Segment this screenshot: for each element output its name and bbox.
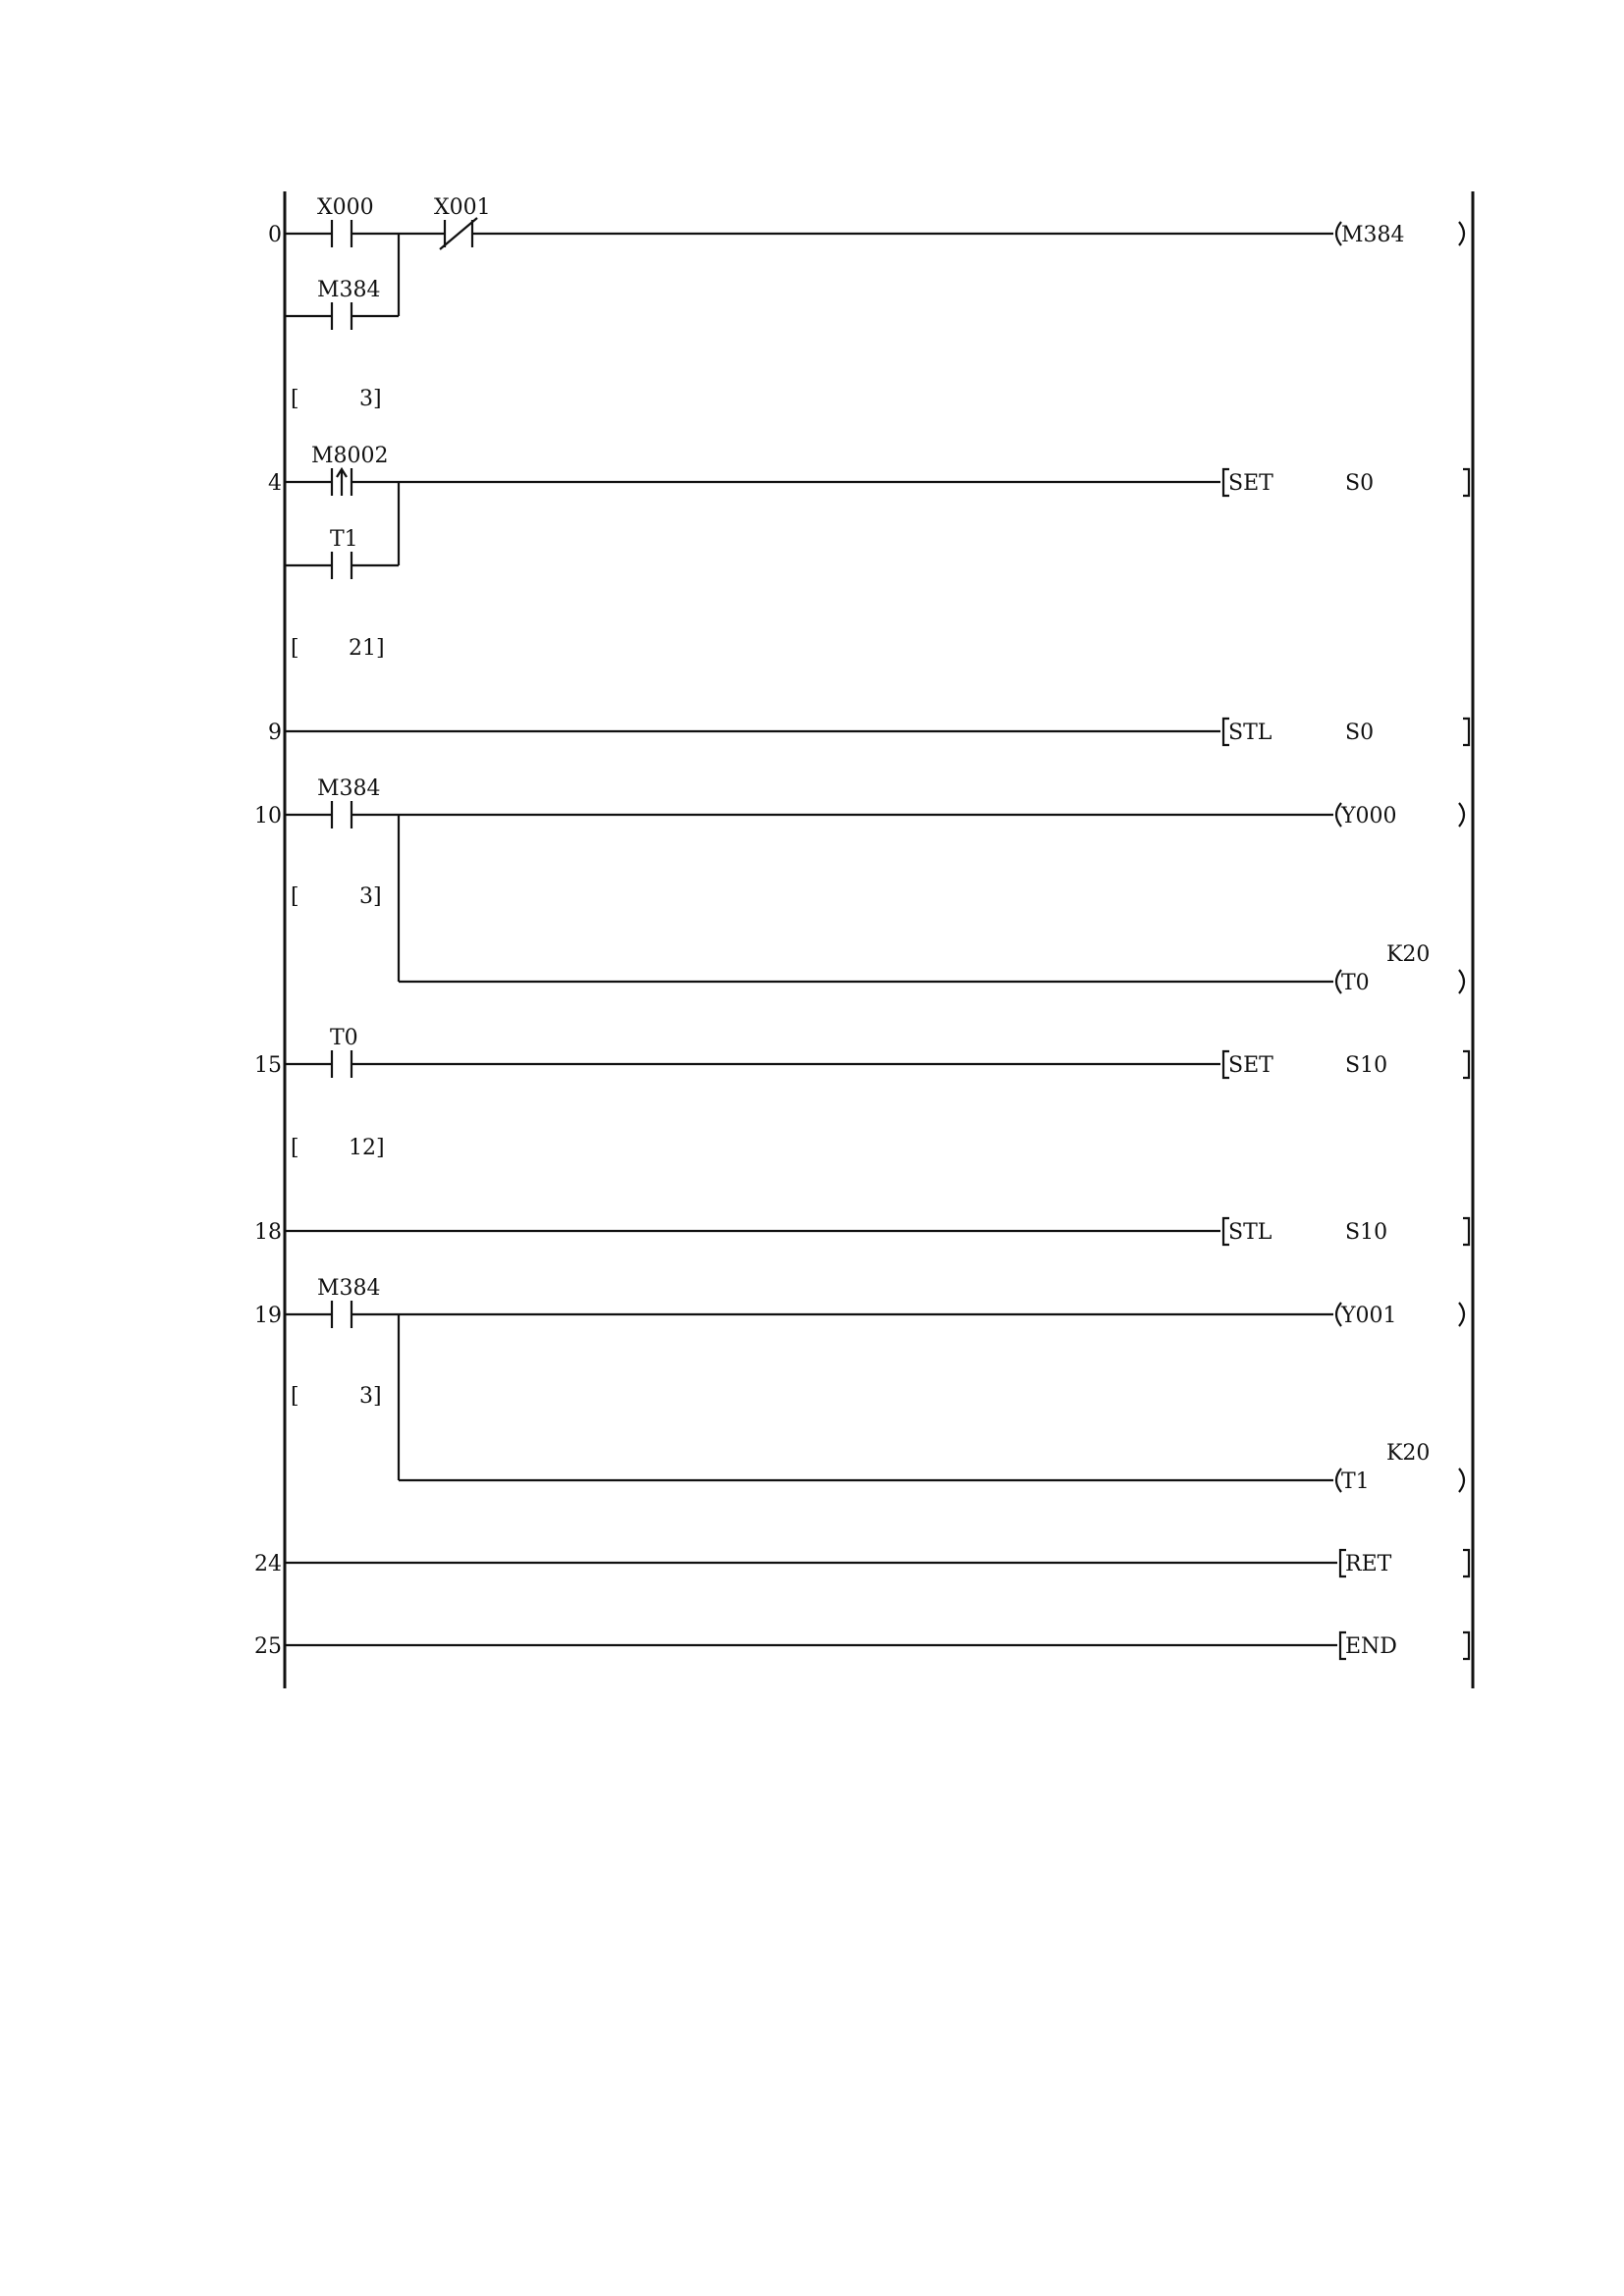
svg-text:[: [ (291, 387, 299, 411)
instruction-name: RET (1345, 1552, 1392, 1576)
svg-text:12]: 12] (349, 1136, 385, 1160)
contact-no (332, 1301, 352, 1328)
contact-label: M384 (317, 776, 381, 801)
rung-4 (268, 444, 1469, 579)
instruction-right-bracket (1463, 469, 1469, 496)
instruction-right-bracket (1463, 1051, 1469, 1078)
contact-no (332, 801, 352, 828)
coil-right-paren (1459, 803, 1464, 827)
timer-preset: K20 (1386, 1441, 1431, 1466)
rung-comment (291, 387, 382, 411)
step-number: 4 (268, 471, 282, 496)
svg-text:[: [ (291, 884, 299, 909)
contact-no (332, 302, 352, 330)
instruction-operand: S10 (1345, 1220, 1388, 1245)
timer-preset: K20 (1386, 942, 1431, 967)
step-number: 0 (268, 223, 282, 247)
contact-label: X000 (317, 195, 374, 220)
svg-text:3]: 3] (359, 1384, 382, 1409)
step-number: 9 (268, 721, 282, 745)
contact-label: M8002 (311, 444, 389, 468)
coil-right-paren (1459, 222, 1464, 245)
coil-label: Y001 (1341, 1304, 1397, 1328)
instruction-operand: S0 (1345, 471, 1375, 496)
rung-25 (254, 1632, 1469, 1659)
svg-text:[: [ (291, 636, 299, 661)
coil-label: M384 (1341, 223, 1405, 247)
coil-label: Y000 (1341, 804, 1397, 828)
contact-no (332, 552, 352, 579)
rung-comment (291, 636, 385, 661)
contact-no (332, 220, 352, 247)
rung-19 (254, 1276, 1464, 1494)
rung-10 (254, 776, 1464, 995)
step-number: 10 (254, 804, 282, 828)
step-number: 25 (254, 1634, 282, 1659)
instruction-right-bracket (1463, 1218, 1469, 1245)
contact-nc (440, 218, 477, 249)
rung-0 (268, 195, 1464, 330)
instruction-name: STL (1228, 1220, 1272, 1245)
step-number: 24 (254, 1552, 282, 1576)
svg-text:21]: 21] (349, 636, 385, 661)
contact-label: M384 (317, 1276, 381, 1301)
svg-text:[: [ (291, 1136, 299, 1160)
instruction-name: SET (1228, 471, 1273, 496)
instruction-right-bracket (1463, 1632, 1469, 1659)
rung-comment (291, 1384, 382, 1409)
instruction-right-bracket (1463, 1550, 1469, 1576)
instruction-right-bracket (1463, 719, 1469, 745)
rung-9 (268, 719, 1469, 745)
coil-label: T0 (1341, 971, 1370, 995)
rung-comment (291, 1136, 385, 1160)
instruction-operand: S10 (1345, 1053, 1388, 1078)
contact-label: T0 (330, 1026, 358, 1050)
rung-18 (254, 1218, 1469, 1245)
contact-label: M384 (317, 278, 381, 302)
instruction-name: STL (1228, 721, 1272, 745)
instruction-name: SET (1228, 1053, 1273, 1078)
instruction-operand: S0 (1345, 721, 1375, 745)
svg-text:3]: 3] (359, 884, 382, 909)
rung-comment (291, 884, 382, 909)
contact-no (332, 1050, 352, 1078)
step-number: 19 (254, 1304, 282, 1328)
coil-right-paren (1459, 1468, 1464, 1492)
instruction-name: END (1345, 1634, 1397, 1659)
contact-label: X001 (434, 195, 491, 220)
svg-text:3]: 3] (359, 387, 382, 411)
contact-label: T1 (330, 527, 358, 552)
step-number: 18 (254, 1220, 282, 1245)
rung-15 (254, 1026, 1469, 1078)
coil-right-paren (1459, 1303, 1464, 1326)
step-number: 15 (254, 1053, 282, 1078)
coil-label: T1 (1341, 1469, 1370, 1494)
coil-right-paren (1459, 970, 1464, 993)
contact-pulse-rising (332, 468, 352, 496)
rung-24 (254, 1550, 1469, 1576)
svg-text:[: [ (291, 1384, 299, 1409)
